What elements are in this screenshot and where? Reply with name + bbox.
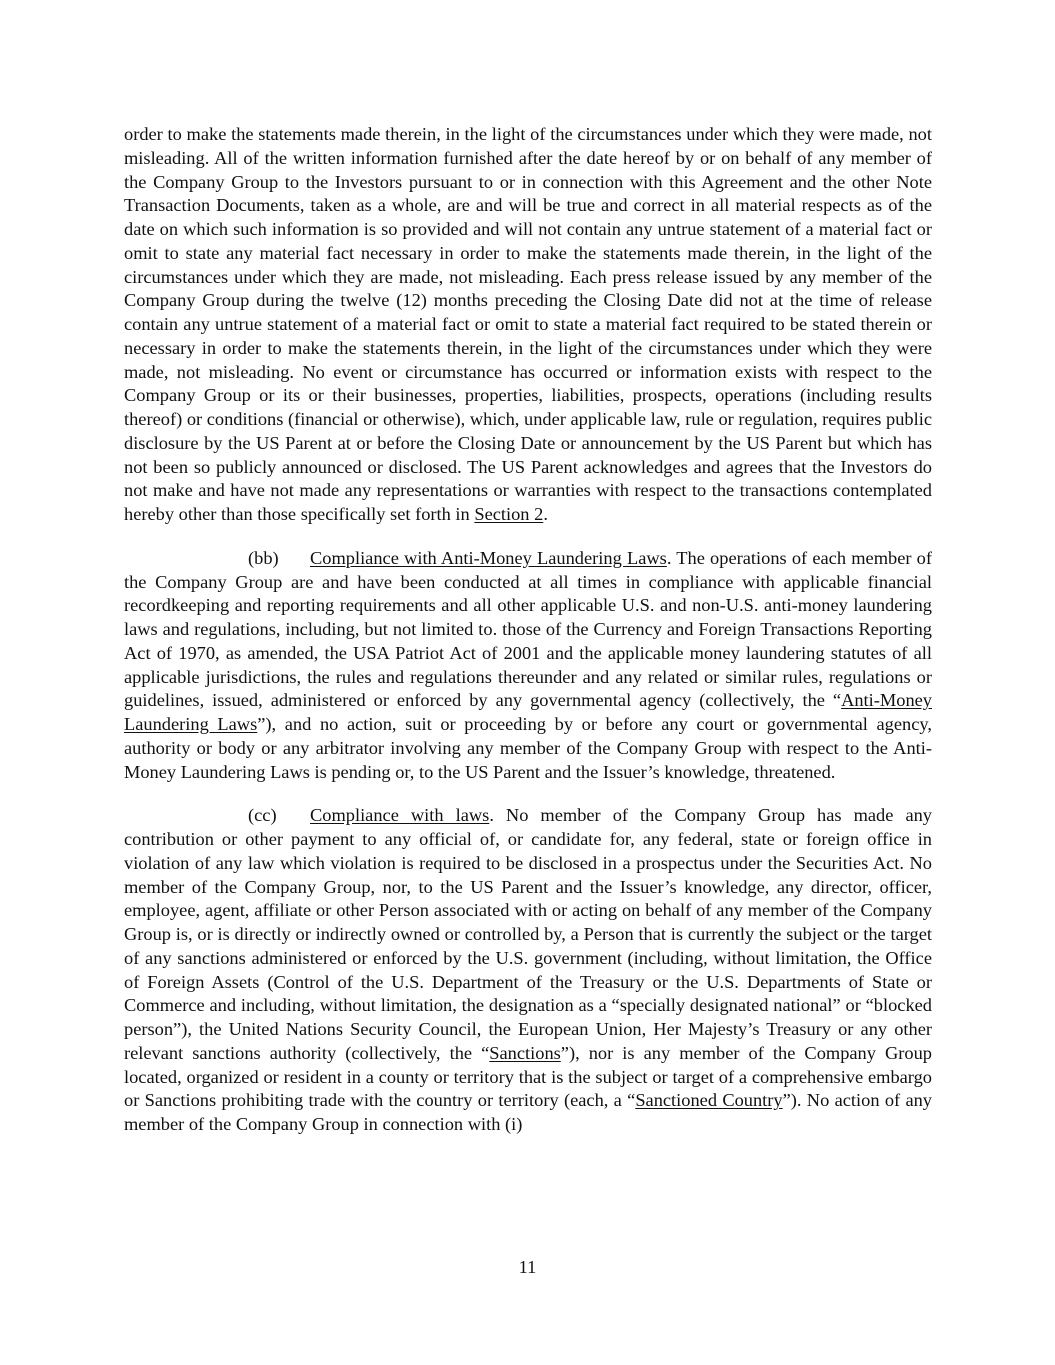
- defined-term-sanctions: Sanctions: [489, 1042, 561, 1063]
- section-2-reference: Section 2: [474, 504, 544, 524]
- paragraph-disclosure: [124, 123, 932, 527]
- paragraph-text: ”), and no action, suit or proceeding by or before any court or governmental agency, authority or body or any arbitrator involving any member of the Company Group with respect to the Anti-Money Laundering Laws is pending or, to the US Parent and the Issuer’s knowledge, threatened.: [124, 714, 933, 782]
- paragraph-bb: [124, 547, 932, 785]
- defined-term-sanctioned-country: Sanctioned Country: [635, 1090, 783, 1111]
- page-number: 11: [518, 1257, 537, 1277]
- paragraph-text: . No member of the Company Group has made any contribution or other payment to any official of, or candidate for, any federal, state or foreign office in violation of any law which violation is required to be disclosed in a prospectus under the Securities Act. No member of the Company Group, nor, to the US Parent and the Issuer’s knowledge, any director, officer, employee, agent, affiliate or other Person associated with or acting on behalf of any member of the Company Group is, or is directly or indirectly owned or controlled by, a Person that is currently the subject or the target of any sanctions administered or enforced by the U.S. government (including, without limitation, the Office of Foreign Assets (Control of the U.S. Department of the Treasury or the U.S. Departments of State or Commerce and including, without limitation, the designation as a “specially designated national” or “blocked person”), the United Nations Security Council, the European Union, Her Majesty’s Treasury or any other relevant sanctions authority (collectively, the “: [124, 805, 932, 1063]
- clause-number: (cc): [248, 805, 277, 826]
- clause-heading: Compliance with Anti-Money Laundering Laws: [310, 547, 667, 568]
- document-page: [124, 123, 932, 1157]
- paragraph-text: order to make the statements made therein, in the light of the circumstances under which they were made, not misleading. All of the written information furnished after the date hereof by or on behalf of any member of the Company Group to the Investors pursuant to or in connection with this Agreement and the other Note Transaction Documents, taken as a whole, are and will be true and correct in all material respects as of the date on which such information is so provided and will not contain any untrue statement of a material fact or omit to state any material fact necessary in order to make the statements made therein, in the light of the circumstances under which they are made, not misleading. Each press release issued by any member of the Company Group during the twelve (12) months preceding the Closing Date did not at the time of release contain any untrue statement of a material fact or omit to state a material fact required to be stated therein or necessary in order to make the statements therein, in the light of the circumstances under which they were made, not misleading. No event or circumstance has occurred or information exists with respect to the Company Group or its or their businesses, properties, liabilities, prospects, operations (including results thereof) or conditions (financial or otherwise), which, under applicable law, rule or regulation, requires public disclosure by the US Parent at or before the Closing Date or announcement by the US Parent but which has not been so publicly announced or disclosed. The US Parent acknowledges and agrees that the Investors do not make and have not made any representations or warranties with respect to the transactions contemplated hereby other than those specifically set forth in: [124, 124, 932, 524]
- defined-term-aml-laws: Anti-Money Laundering Laws: [124, 690, 932, 734]
- paragraph-text: ”). No action of any member of the Company Group in connection with (i): [124, 1090, 933, 1134]
- clause-number: (bb): [248, 547, 279, 568]
- clause-heading: Compliance with laws: [310, 805, 490, 826]
- paragraph-cc: [124, 804, 932, 1137]
- paragraph-text: ”), nor is any member of the Company Group located, organized or resident in a county or territory that is the subject or target of a comprehensive embargo or Sanctions prohibiting trade with the country or territory (each, a “: [124, 1042, 932, 1111]
- paragraph-text: . The operations of each member of the Company Group are and have been conducted at all times in compliance with applicable financial recordkeeping and reporting requirements and all other applicable U.S. and non-U.S. anti-money laundering laws and regulations, including, but not limited to. those of the Currency and Foreign Transactions Reporting Act of 1970, as amended, the USA Patriot Act of 2001 and the applicable money laundering statutes of all applicable jurisdictions, the rules and regulations thereunder and any related or similar rules, regulations or guidelines, issued, administered or enforced by any governmental agency (collectively, the “: [124, 547, 932, 711]
- paragraph-text: .: [543, 504, 548, 524]
